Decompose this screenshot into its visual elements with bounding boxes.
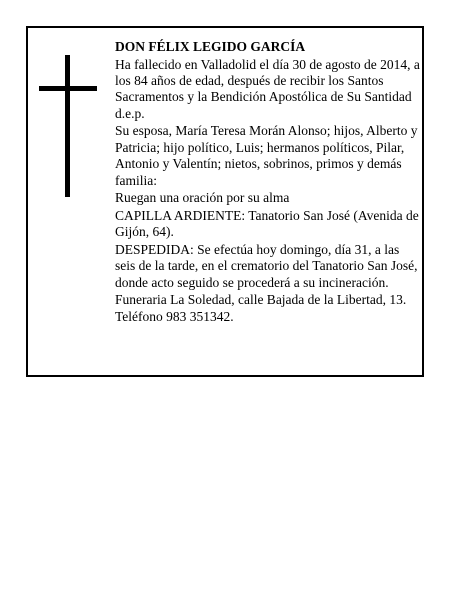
- cross-horizontal-bar: [39, 86, 97, 91]
- death-announcement: Ha fallecido en Valladolid el día 30 de agosto de 2014, a los 84 años de edad, después de recibir los Santos Sacramentos y la Bendición Apostólica de Su Santidad d.e.p.: [115, 56, 420, 121]
- obituary-text: [115, 39, 420, 326]
- funeral-home-info: Funeraria La Soledad, calle Bajada de la Libertad, 13. Teléfono 983 351342.: [115, 292, 407, 324]
- obituary-notice: [26, 26, 424, 377]
- prayer-request: Ruegan una oración por su alma: [115, 190, 290, 206]
- farewell-info: DESPEDIDA: Se efectúa hoy domingo, día 31, a las seis de la tarde, en el crematorio del Tanatorio San José, donde acto seguido se procederá a su incineración.: [115, 241, 418, 290]
- chapel-info: CAPILLA ARDIENTE: Tanatorio San José (Avenida de Gijón, 64).: [115, 207, 419, 240]
- cross-vertical-bar: [65, 55, 70, 197]
- family-list: Su esposa, María Teresa Morán Alonso; hijos, Alberto y Patricia; hijo político, Luis; hermanos políticos, Pilar, Antonio y Valentín; nietos, sobrinos, primos y demás familia:: [115, 123, 418, 188]
- deceased-name: DON FÉLIX LEGIDO GARCÍA: [115, 39, 306, 54]
